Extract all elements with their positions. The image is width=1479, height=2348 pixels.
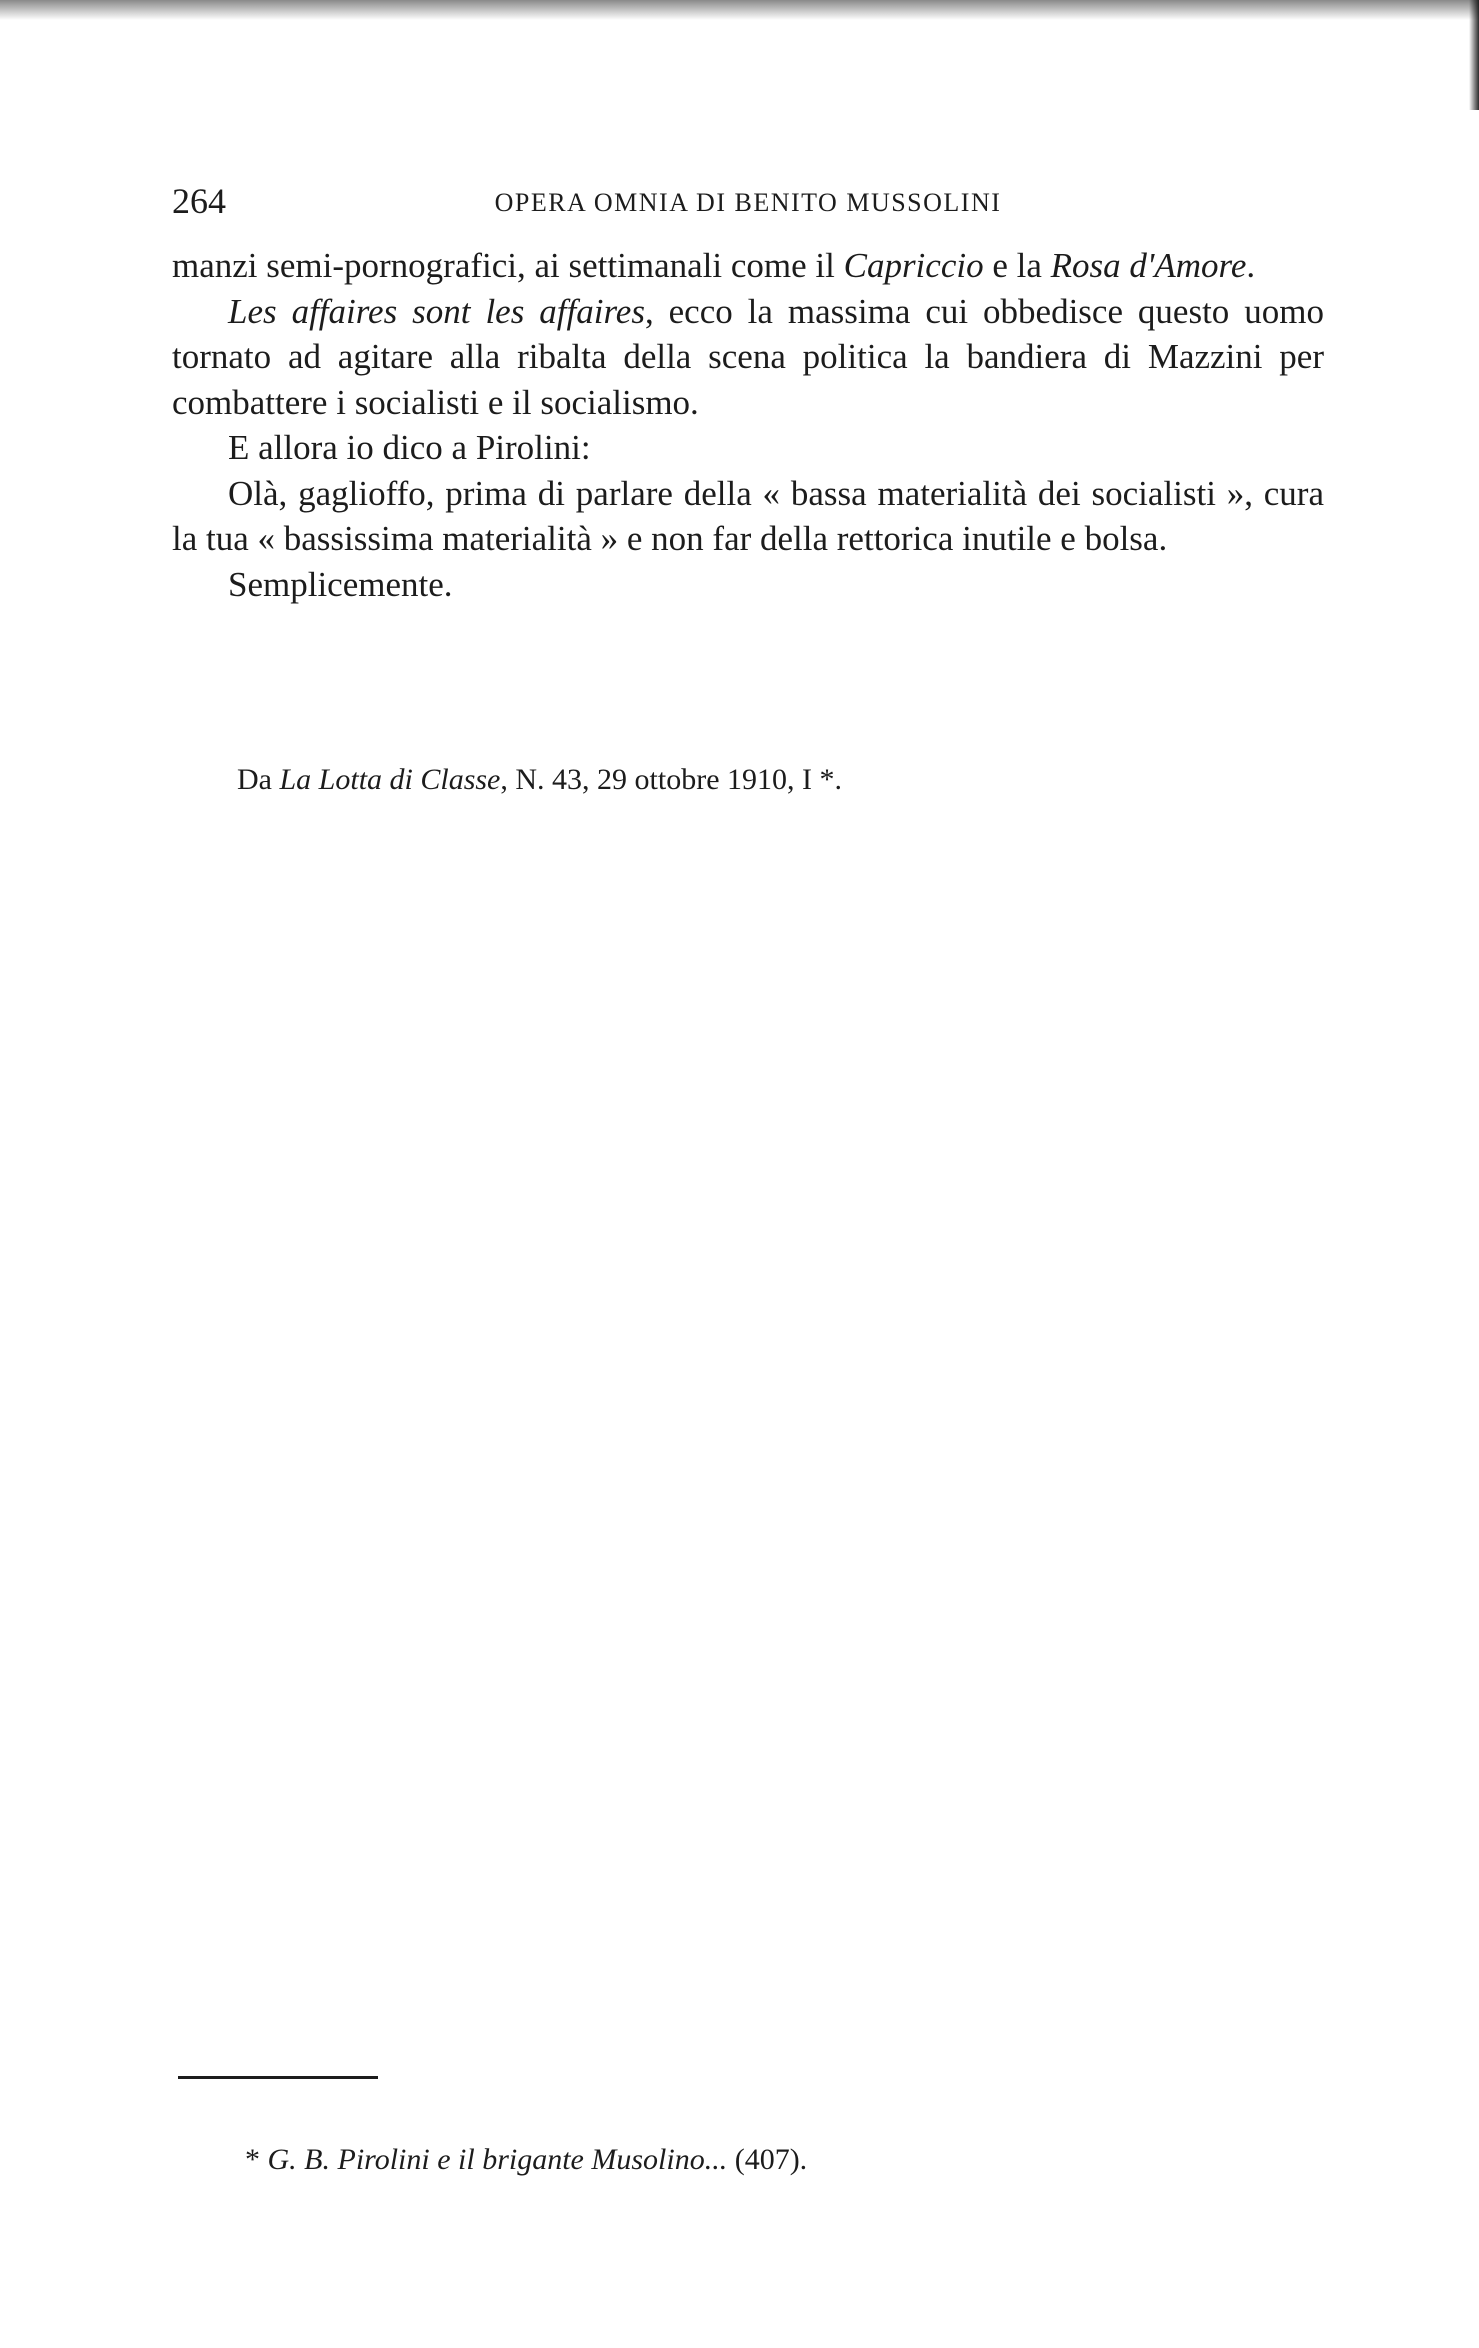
running-title: OPERA OMNIA DI BENITO MUSSOLINI	[494, 188, 1002, 217]
source-suffix: , N. 43, 29 ottobre 1910, I *.	[500, 763, 843, 796]
page-header	[172, 178, 1324, 224]
paragraph-3: E allora io dico a Pirolini:	[228, 428, 591, 467]
source-citation	[237, 760, 1237, 800]
paragraph-1-italic-rosa: Rosa d'Amore	[1050, 246, 1247, 285]
source-prefix: Da	[237, 763, 280, 796]
source-title: La Lotta di Classe	[279, 763, 501, 796]
footnote-ref: (407).	[727, 2143, 808, 2176]
footnote	[245, 2140, 1245, 2180]
paragraph-1	[172, 243, 1324, 289]
paragraph-2	[172, 289, 1324, 426]
paragraph-2-italic-phrase: Les affaires sont les affaires	[228, 291, 645, 331]
paragraph-1-text-c: e la	[983, 246, 1051, 285]
scan-edge-shadow	[0, 0, 1479, 20]
footnote-marker: *	[245, 2143, 268, 2176]
paragraph-4: Olà, gaglioffo, prima di parlare della « bassa materialità dei socialisti », cura la tua « bassissima materialità » e non far della rettorica inutile e bolsa.	[172, 473, 1324, 558]
paragraph-2-text: , ecco la massima cui obbedisce questo uomo tornato ad agitare alla ribalta della scena politica la bandiera di Mazzini per combattere i socialisti e il socialismo.	[172, 291, 1324, 422]
paragraph-1-italic-capriccio: Capriccio	[843, 246, 984, 285]
paragraph-1-text-e: .	[1246, 246, 1256, 285]
paragraph-1-text-a: manzi semi-pornografici, ai settimanali come il	[172, 246, 844, 285]
scan-edge-shadow-right	[1469, 0, 1479, 110]
page-number: 264	[172, 181, 226, 221]
paragraph-5: Semplicemente.	[228, 564, 453, 604]
body-text	[172, 243, 1324, 607]
footnote-text: G. B. Pirolini e il brigante Musolino...	[267, 2143, 728, 2176]
footnote-divider	[178, 2076, 378, 2079]
